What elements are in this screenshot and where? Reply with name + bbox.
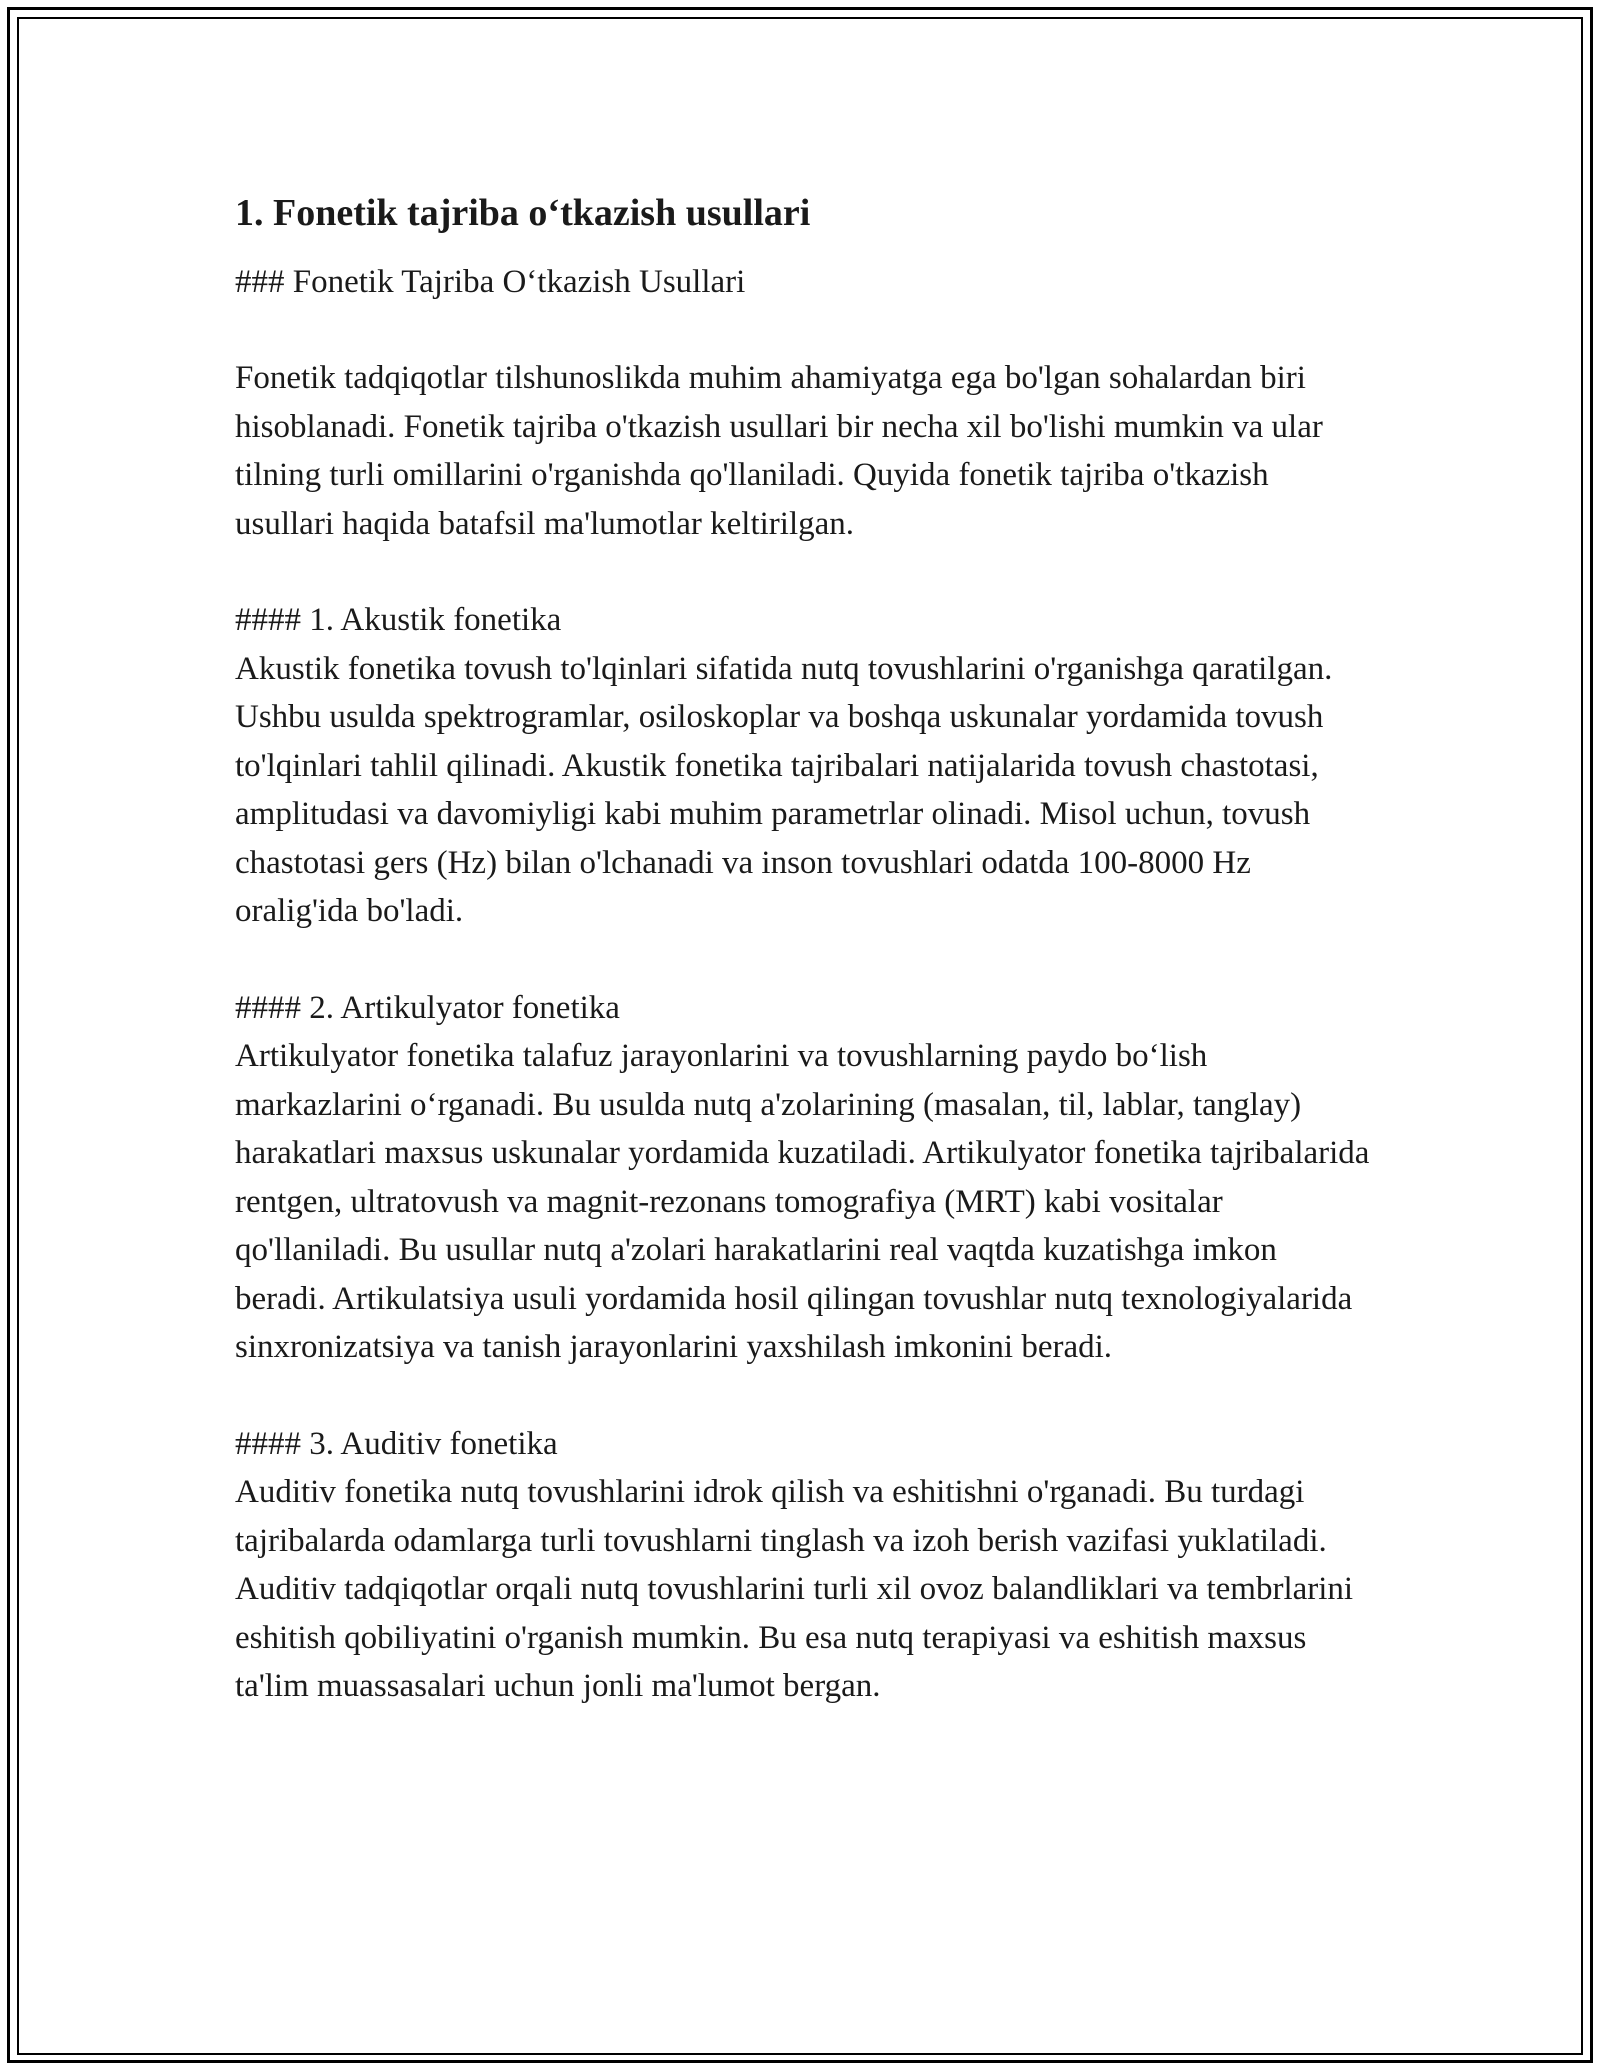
intro-paragraph: Fonetik tadqiqotlar tilshunoslikda muhim ahamiyatga ega bo'lgan sohalardan biri hisoblanadi. Fonetik tajriba o'tkazish usullari bir necha xil bo'lishi mumkin va ular tilning turli omillarini o'rganishda qo'llaniladi. Quyida fonetik tajriba o'tkazish usullari haqida batafsil ma'lumotlar keltirilgan.: [235, 360, 1323, 542]
section-body: Auditiv fonetika nutq tovushlarini idrok qilish va eshitishni o'rganadi. Bu turdagi tajribalarda odamlarga turli tovushlarni tinglash va izoh berish vazifasi yuklatiladi. Auditiv tadqiqotlar orqali nutq tovushlarini turli xil ovoz balandliklari va tembrlarini eshitish qobiliyatini o'rganish mumkin. Bu esa nutq terapiyasi va eshitish maxsus ta'lim muassasalari uchun jonli ma'lumot bergan.: [235, 1474, 1354, 1704]
section-heading: #### 3. Auditiv fonetika: [235, 1425, 558, 1462]
document-body: [235, 188, 1375, 1759]
section-auditory: [235, 1420, 1375, 1711]
section-body: Akustik fonetika tovush to'lqinlari sifatida nutq tovushlarini o'rganishga qaratilgan. Ushbu usulda spektrogramlar, osiloskoplar va boshqa uskunalar yordamida tovush to'lqinlari tahlil qilinadi. Akustik fonetika tajribalari natijalarida tovush chastotasi, amplitudasi va davomiyligi kabi muhim parametrlar olinadi. Misol uchun, tovush chastotasi gers (Hz) bilan o'lchanadi va inson tovushlari odatda 100-8000 Hz oralig'ida bo'ladi.: [235, 650, 1333, 929]
page-title: 1. Fonetik tajriba o‘tkazish usullari: [235, 192, 811, 234]
document-subheading: ### Fonetik Tajriba O‘tkazish Usullari: [235, 264, 746, 300]
section-acoustic: [235, 596, 1375, 936]
section-heading: #### 2. Artikulyator fonetika: [235, 989, 620, 1026]
section-body: Artikulyator fonetika talafuz jarayonlarini va tovushlarning paydo bo‘lish markazlarini o‘rganadi. Bu usulda nutq a'zolarining (masalan, til, lablar, tanglay) harakatlari maxsus uskunalar yordamida kuzatiladi. Artikulyator fonetika tajribalarida rentgen, ultratovush va magnit-rezonans tomografiya (MRT) kabi vositalar qo'llaniladi. Bu usullar nutq a'zolari harakatlarini real vaqtda kuzatishga imkon beradi. Artikulatsiya usuli yordamida hosil qilingan tovushlar nutq texnologiyalarida sinxronizatsiya va tanish jarayonlarini yaxshilash imkonini beradi.: [235, 1038, 1370, 1365]
section-heading: #### 1. Akustik fonetika: [235, 602, 562, 638]
section-articulatory: [235, 984, 1375, 1372]
